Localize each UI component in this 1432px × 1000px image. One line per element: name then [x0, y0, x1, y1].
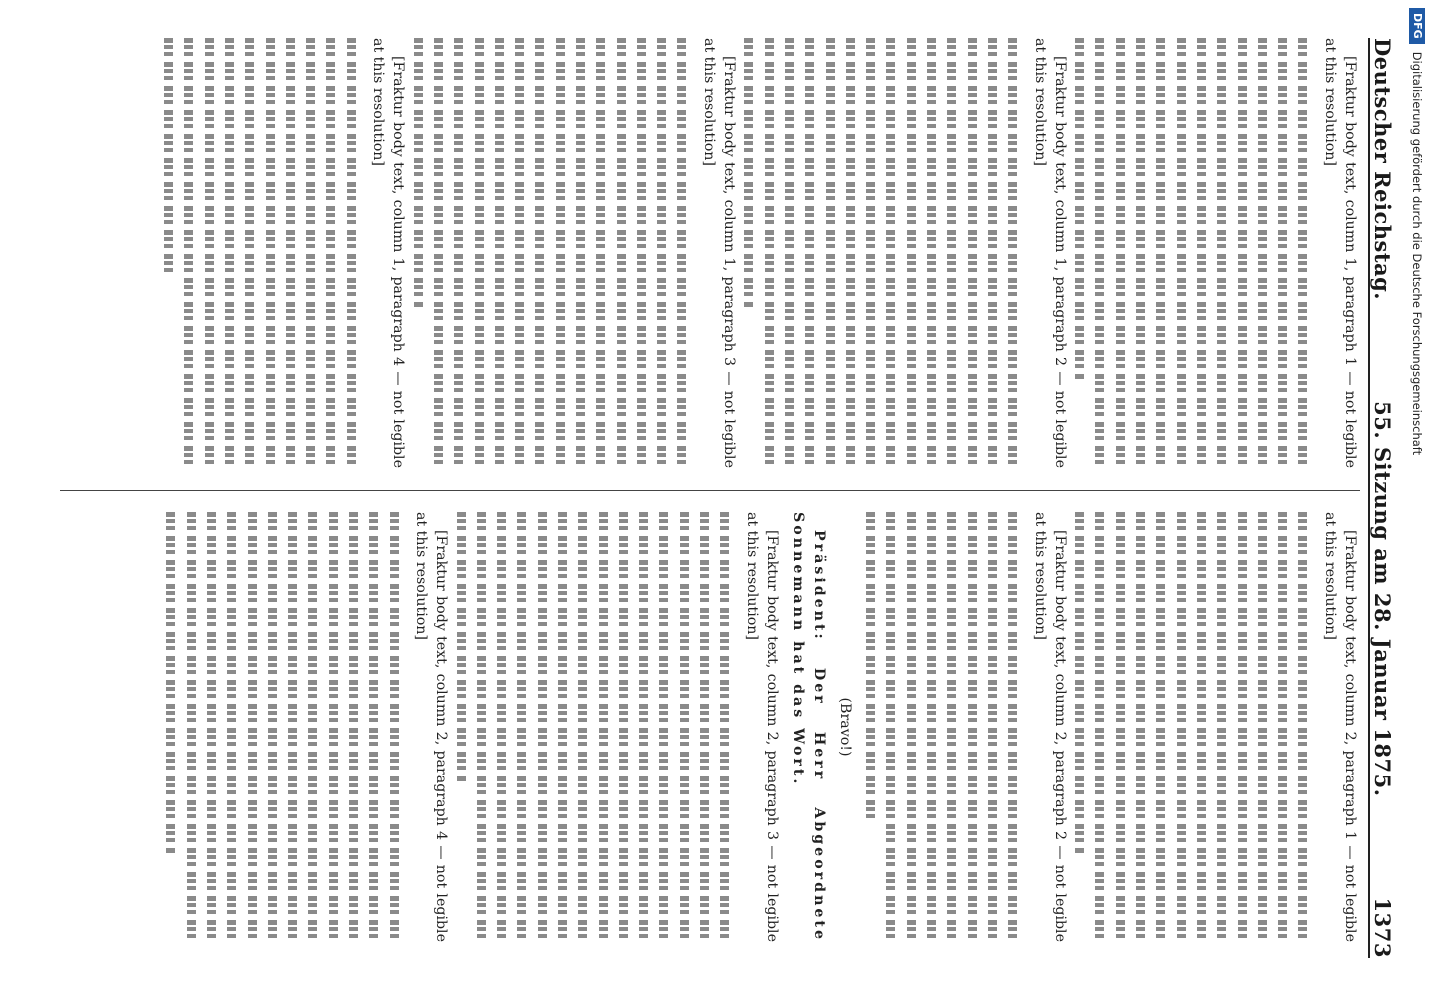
text-line	[654, 512, 674, 942]
paragraph: [Fraktur body text, column 2, paragraph 4 — not legible at this resolution]	[412, 512, 450, 942]
text-line	[532, 512, 552, 942]
text-line	[1253, 512, 1273, 942]
text-line	[861, 38, 881, 468]
text-line	[672, 38, 692, 468]
text-line	[240, 38, 260, 468]
dfg-logo: DFG	[1409, 8, 1425, 44]
president-statement	[788, 512, 829, 942]
text-line	[1151, 512, 1171, 942]
text-line	[1090, 38, 1110, 468]
text-line	[263, 512, 283, 942]
text-line	[510, 38, 530, 468]
text-line	[820, 38, 840, 468]
text-line	[222, 512, 242, 942]
text-line	[1003, 512, 1023, 942]
body-text-lines	[408, 38, 692, 468]
body-text-lines	[1070, 512, 1314, 942]
text-line	[161, 512, 181, 942]
text-line	[384, 512, 404, 942]
text-line	[472, 512, 492, 942]
text-line	[962, 38, 982, 468]
body-text-lines	[159, 38, 362, 468]
text-line	[593, 512, 613, 942]
text-line	[1070, 512, 1090, 942]
text-line	[983, 38, 1003, 468]
text-line	[1273, 512, 1293, 942]
text-line	[530, 38, 550, 468]
text-line	[281, 38, 301, 468]
text-line	[901, 38, 921, 468]
text-line	[1273, 38, 1293, 468]
text-line	[759, 38, 779, 468]
text-line	[614, 512, 634, 942]
text-line	[1070, 38, 1090, 468]
text-line	[1212, 38, 1232, 468]
text-line	[739, 38, 759, 468]
text-line	[301, 38, 321, 468]
text-line	[364, 512, 384, 942]
text-line	[1192, 38, 1212, 468]
text-line	[260, 38, 280, 468]
column-divider	[60, 490, 1360, 491]
text-line	[1131, 38, 1151, 468]
body-text-lines	[861, 512, 1023, 942]
text-line	[1110, 512, 1130, 942]
text-line	[492, 512, 512, 942]
paragraph: [Fraktur body text, column 2, paragraph 3 — not legible at this resolution]	[743, 512, 780, 942]
text-line	[490, 38, 510, 468]
text-line	[901, 512, 921, 942]
text-line	[983, 512, 1003, 942]
text-line	[451, 512, 471, 942]
text-line	[449, 38, 469, 468]
paragraph: [Fraktur body text, column 1, paragraph 2 — not legible at this resolution]	[1031, 38, 1068, 468]
header-session-title: 55. Sitzung am 28. Januar 1875.	[1370, 401, 1395, 797]
text-line	[1232, 512, 1252, 942]
header-left-title: Deutscher Reichstag.	[1370, 38, 1395, 301]
text-line	[881, 512, 901, 942]
text-line	[942, 38, 962, 468]
text-line	[1253, 38, 1273, 468]
text-line	[1171, 38, 1191, 468]
text-line	[429, 38, 449, 468]
digitization-notice	[1408, 8, 1430, 992]
paragraph: [Fraktur body text, column 2, paragraph 2 — not legible at this resolution]	[1031, 512, 1068, 942]
text-line	[1212, 512, 1232, 942]
text-line	[1192, 512, 1212, 942]
digitization-notice-text: Digitalisierung gefördert durch die Deutsche Forschungsgemeinschaft	[1410, 51, 1424, 456]
body-text-lines	[739, 38, 1023, 468]
page-header	[1368, 38, 1406, 958]
text-line	[202, 512, 222, 942]
text-line	[1232, 38, 1252, 468]
paragraph: [Fraktur body text, column 2, paragraph 1 — not legible at this resolution]	[1321, 512, 1358, 942]
text-line	[942, 512, 962, 942]
text-line	[611, 38, 631, 468]
interjection: (Bravo!)	[836, 697, 853, 757]
text-line	[1293, 38, 1313, 468]
text-line	[573, 512, 593, 942]
text-line	[715, 512, 735, 942]
text-column-left	[60, 38, 1360, 468]
page-number: 1373	[1370, 897, 1395, 958]
text-line	[199, 38, 219, 468]
text-line	[1171, 512, 1191, 942]
text-line	[1110, 38, 1130, 468]
text-line	[922, 38, 942, 468]
text-line	[695, 512, 715, 942]
text-line	[922, 512, 942, 942]
text-line	[634, 512, 654, 942]
text-line	[571, 38, 591, 468]
paragraph: [Fraktur body text, column 1, paragraph 4 — not legible at this resolution]	[370, 38, 407, 468]
text-line	[341, 38, 361, 468]
paragraph: [Fraktur body text, column 1, paragraph 3 — not legible at this resolution]	[700, 38, 738, 468]
text-line	[632, 38, 652, 468]
text-line	[408, 38, 428, 468]
text-line	[652, 38, 672, 468]
text-line	[1131, 512, 1151, 942]
text-line	[303, 512, 323, 942]
text-line	[1090, 512, 1110, 942]
text-line	[550, 38, 570, 468]
text-line	[181, 512, 201, 942]
text-line	[1151, 38, 1171, 468]
text-line	[512, 512, 532, 942]
text-line	[1293, 512, 1313, 942]
text-line	[861, 512, 881, 942]
text-line	[553, 512, 573, 942]
text-line	[881, 38, 901, 468]
text-line	[591, 38, 611, 468]
text-line	[675, 512, 695, 942]
text-line	[242, 512, 262, 942]
text-line	[962, 512, 982, 942]
text-line	[179, 38, 199, 468]
text-line	[159, 38, 179, 468]
body-text-lines	[451, 512, 735, 942]
text-line	[321, 38, 341, 468]
text-line	[469, 38, 489, 468]
text-column-right	[60, 512, 1360, 942]
text-line	[323, 512, 343, 942]
president-line: Präsident: Der Herr Abgeordnete Sonnemann hat das Wort.	[790, 512, 827, 942]
text-line	[800, 38, 820, 468]
body-text-lines	[161, 512, 405, 942]
text-line	[841, 38, 861, 468]
body-text-lines	[1070, 38, 1314, 468]
text-line	[220, 38, 240, 468]
text-line	[283, 512, 303, 942]
text-line	[780, 38, 800, 468]
paragraph: [Fraktur body text, column 1, paragraph 1 — not legible at this resolution]	[1321, 38, 1358, 468]
text-line	[1003, 38, 1023, 468]
text-line	[344, 512, 364, 942]
